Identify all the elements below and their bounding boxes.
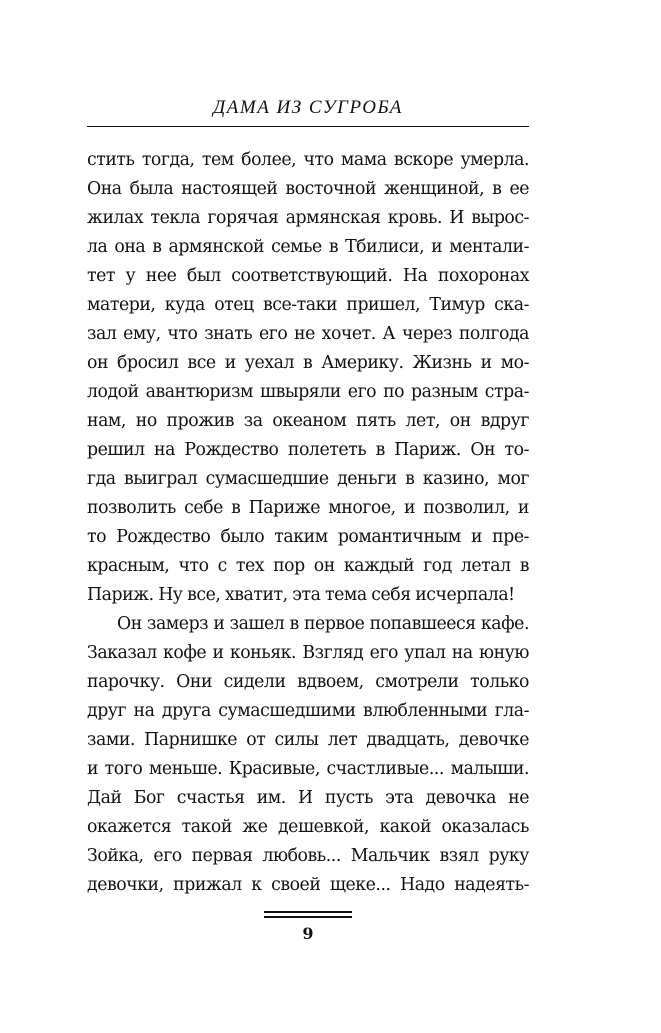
text-line: девочки, прижал к своей щеке... Надо надеять- [87, 875, 529, 895]
text-line: он бросил все и уехал в Америку. Жизнь и мо- [87, 353, 529, 373]
text-line: парочку. Они сидели вдвоем, смотрели только [87, 672, 529, 692]
header-rule [87, 126, 529, 127]
running-title: ДАМА ИЗ СУГРОБА [213, 97, 403, 118]
text-line: решил на Рождество полететь в Париж. Он то- [87, 440, 529, 460]
text-line: Дай Бог счастья им. И пусть эта девочка не [87, 788, 529, 808]
text-line: зами. Парнишке от силы лет двадцать, девочке [87, 730, 529, 750]
footer-rule [264, 911, 352, 913]
text-line: красным, что с тех пор он каждый год летал в [87, 556, 529, 576]
text-line: зал ему, что знать его не хочет. А через полгода [87, 324, 529, 344]
text-line: нам, но прожив за океаном пять лет, он вдруг [87, 411, 529, 431]
text-line: Он замерз и зашел в первое попавшееся кафе. [117, 614, 529, 634]
text-line: Она была настоящей восточной женщиной, в ее [87, 179, 529, 199]
text-line: стить тогда, тем более, что мама вскоре умерла. [87, 150, 529, 170]
text-line: матери, куда отец все-таки пришел, Тимур ска- [87, 295, 529, 315]
text-line: окажется такой же дешевкой, какой оказалась [87, 817, 529, 837]
text-line: и того меньше. Красивые, счастливые... малыши. [87, 759, 529, 779]
body-text [87, 146, 529, 900]
text-line: Заказал кофе и коньяк. Взгляд его упал на юную [87, 643, 529, 663]
text-line: жилах текла горячая армянская кровь. И вырос- [87, 208, 529, 228]
text-line: то Рождество было таким романтичным и пре- [87, 527, 529, 547]
text-line: гда выиграл сумасшедшие деньги в казино, мог [87, 469, 529, 489]
text-line: тет у нее был соответствующий. На похоронах [87, 266, 529, 286]
text-line: позволить себе в Париже многое, и позволил, и [87, 498, 529, 518]
text-line: Париж. Ну все, хватит, эта тема себя исчерпала! [87, 585, 515, 605]
footer-rule [264, 916, 352, 918]
text-line: лодой авантюризм швыряли его по разным стра- [87, 382, 529, 402]
text-line: друг на друга сумасшедшими влюбленными гла- [87, 701, 529, 721]
text-line: Зойка, его первая любовь... Мальчик взял руку [87, 846, 529, 866]
page-number: 9 [302, 924, 314, 943]
text-line: ла она в армянской семье в Тбилиси, и ментали- [87, 237, 529, 257]
